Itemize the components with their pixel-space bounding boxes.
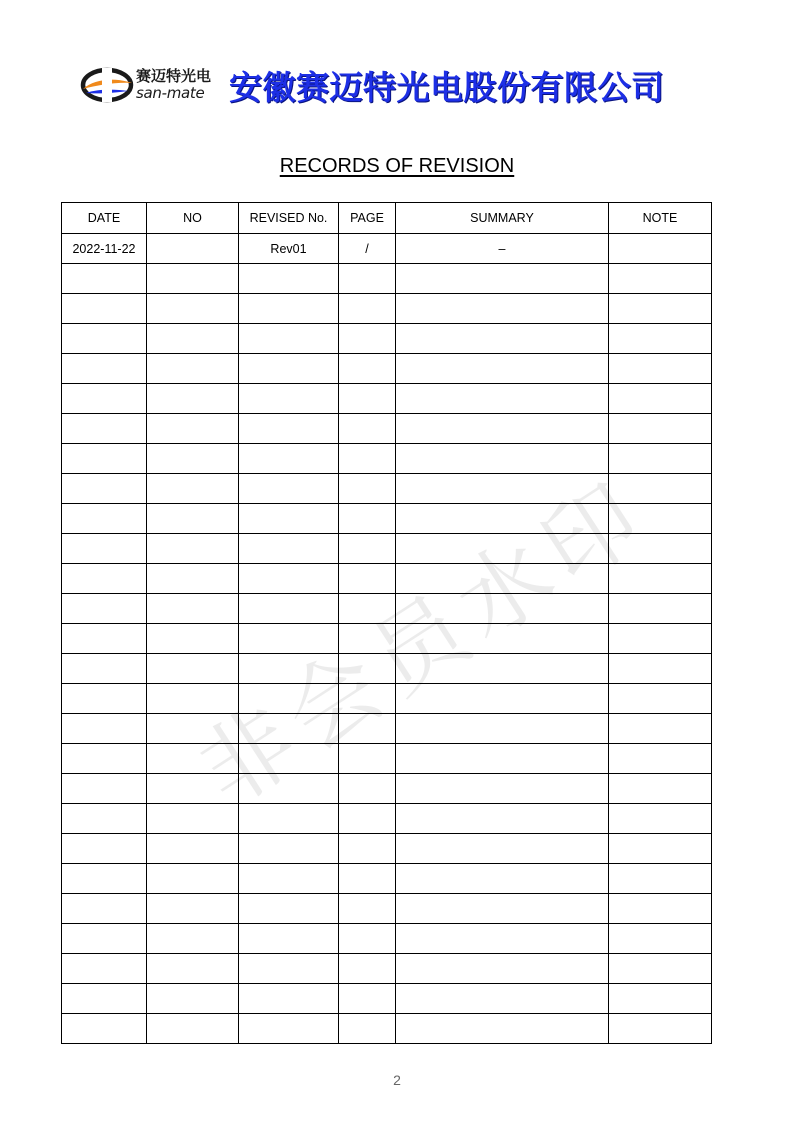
page-cell [339,894,396,924]
note-cell [609,534,712,564]
note-cell [609,294,712,324]
note-cell [609,384,712,414]
summary-cell [396,504,609,534]
table-row [62,264,712,294]
table-row [62,564,712,594]
company-logo [80,65,211,105]
note-cell [609,804,712,834]
revised-no-cell [239,774,339,804]
no-cell [147,414,239,444]
revised-no-cell [239,654,339,684]
no-cell [147,984,239,1014]
summary-cell [396,1014,609,1044]
revised-no-cell [239,714,339,744]
table-row [62,354,712,384]
date-cell [62,444,147,474]
date-cell [62,804,147,834]
summary-cell [396,714,609,744]
date-cell [62,954,147,984]
logo-text [136,69,211,101]
revised-no-cell [239,894,339,924]
note-cell [609,324,712,354]
date-cell [62,594,147,624]
revised-no-cell [239,594,339,624]
no-cell [147,624,239,654]
page-cell [339,504,396,534]
note-cell [609,594,712,624]
revised-no-cell [239,354,339,384]
note-cell [609,714,712,744]
table-row [62,924,712,954]
date-cell [62,624,147,654]
table-row [62,984,712,1014]
revision-table [61,202,712,1044]
table-row [62,324,712,354]
table-row [62,534,712,564]
table-row [62,444,712,474]
summary-cell [396,354,609,384]
no-cell [147,324,239,354]
no-cell [147,294,239,324]
table-row [62,504,712,534]
summary-cell [396,804,609,834]
date-cell [62,384,147,414]
summary-cell [396,264,609,294]
table-row [62,1014,712,1044]
table-row [62,684,712,714]
page-cell [339,594,396,624]
table-row [62,744,712,774]
table-row [62,414,712,444]
logo-chinese-name: 赛迈特光电 [136,67,212,85]
date-cell [62,354,147,384]
page-cell [339,954,396,984]
table-row [62,834,712,864]
column-header-revised-no: REVISED No. [239,203,339,234]
page-cell [339,804,396,834]
summary-cell [396,684,609,714]
note-cell [609,624,712,654]
company-name: 安徽赛迈特光电股份有限公司 [229,67,665,107]
summary-cell [396,894,609,924]
revised-no-cell [239,264,339,294]
date-cell [62,924,147,954]
summary-cell: – [396,234,609,264]
summary-cell [396,654,609,684]
revised-no-cell [239,534,339,564]
date-cell [62,294,147,324]
page-cell [339,414,396,444]
revised-no-cell [239,324,339,354]
note-cell [609,354,712,384]
page-cell [339,984,396,1014]
page-cell [339,834,396,864]
summary-cell [396,924,609,954]
no-cell [147,444,239,474]
page-header [80,62,665,108]
date-cell [62,984,147,1014]
date-cell [62,744,147,774]
summary-cell [396,444,609,474]
table-row [62,804,712,834]
no-cell [147,804,239,834]
no-cell [147,924,239,954]
column-header-date: DATE [62,203,147,234]
revised-no-cell [239,1014,339,1044]
table-row [62,384,712,414]
no-cell [147,264,239,294]
summary-cell [396,774,609,804]
page-cell [339,294,396,324]
no-cell [147,834,239,864]
table-row [62,774,712,804]
no-cell [147,504,239,534]
date-cell [62,834,147,864]
san-mate-swoosh-logo-icon [80,65,134,105]
page-cell [339,474,396,504]
column-header-note: NOTE [609,203,712,234]
note-cell [609,564,712,594]
page-cell [339,354,396,384]
document-title: RECORDS OF REVISION [279,155,515,177]
no-cell [147,384,239,414]
revised-no-cell [239,624,339,654]
page-cell [339,714,396,744]
date-cell [62,414,147,444]
summary-cell [396,744,609,774]
column-header-page: PAGE [339,203,396,234]
table-header-row [62,203,712,234]
summary-cell [396,984,609,1014]
table-row [62,954,712,984]
summary-cell [396,624,609,654]
table-row [62,474,712,504]
table-row [62,714,712,744]
summary-cell [396,564,609,594]
no-cell [147,654,239,684]
no-cell [147,564,239,594]
note-cell [609,774,712,804]
note-cell [609,894,712,924]
date-cell [62,264,147,294]
revised-no-cell [239,744,339,774]
page-cell [339,684,396,714]
date-cell [62,1014,147,1044]
revised-no-cell [239,924,339,954]
no-cell [147,954,239,984]
note-cell [609,444,712,474]
note-cell [609,1014,712,1044]
no-cell [147,774,239,804]
table-row [62,624,712,654]
no-cell [147,474,239,504]
watermark-text: 非会员水印 [180,458,667,827]
revised-no-cell [239,864,339,894]
date-cell [62,654,147,684]
summary-cell [396,594,609,624]
no-cell [147,534,239,564]
summary-cell [396,294,609,324]
note-cell [609,234,712,264]
revised-no-cell [239,564,339,594]
date-cell [62,684,147,714]
page-cell: / [339,234,396,264]
note-cell [609,954,712,984]
revised-no-cell [239,684,339,714]
column-header-no: NO [147,203,239,234]
table-row [62,234,712,264]
page-cell [339,924,396,954]
revised-no-cell [239,414,339,444]
note-cell [609,264,712,294]
summary-cell [396,414,609,444]
date-cell [62,474,147,504]
page-cell [339,324,396,354]
revised-no-cell [239,984,339,1014]
note-cell [609,744,712,774]
table-row [62,864,712,894]
revision-table-body [62,234,712,1044]
page-number: 2 [393,1072,401,1088]
revised-no-cell [239,384,339,414]
no-cell [147,894,239,924]
note-cell [609,474,712,504]
table-row [62,294,712,324]
summary-cell [396,324,609,354]
summary-cell [396,384,609,414]
date-cell [62,564,147,594]
page-cell [339,624,396,654]
revised-no-cell [239,294,339,324]
no-cell [147,354,239,384]
page-cell [339,1014,396,1044]
note-cell [609,984,712,1014]
date-cell [62,504,147,534]
note-cell [609,414,712,444]
date-cell [62,864,147,894]
logo-english-name: san-mate [136,84,205,102]
summary-cell [396,864,609,894]
date-cell [62,324,147,354]
page-cell [339,384,396,414]
column-header-summary: SUMMARY [396,203,609,234]
revised-no-cell [239,444,339,474]
table-row [62,594,712,624]
page-cell [339,774,396,804]
note-cell [609,684,712,714]
revised-no-cell: Rev01 [239,234,339,264]
note-cell [609,654,712,684]
no-cell [147,714,239,744]
page-cell [339,654,396,684]
no-cell [147,1014,239,1044]
no-cell [147,744,239,774]
summary-cell [396,834,609,864]
revised-no-cell [239,474,339,504]
page-cell [339,534,396,564]
no-cell [147,684,239,714]
date-cell [62,714,147,744]
date-cell [62,894,147,924]
revised-no-cell [239,804,339,834]
note-cell [609,504,712,534]
table-row [62,894,712,924]
page-cell [339,744,396,774]
summary-cell [396,954,609,984]
page-cell [339,444,396,474]
note-cell [609,924,712,954]
note-cell [609,834,712,864]
page-cell [339,564,396,594]
date-cell: 2022-11-22 [62,234,147,264]
revised-no-cell [239,954,339,984]
no-cell [147,864,239,894]
table-row [62,654,712,684]
no-cell [147,594,239,624]
revised-no-cell [239,834,339,864]
page-cell [339,264,396,294]
revised-no-cell [239,504,339,534]
page-cell [339,864,396,894]
date-cell [62,774,147,804]
summary-cell [396,534,609,564]
note-cell [609,864,712,894]
date-cell [62,534,147,564]
summary-cell [396,474,609,504]
no-cell [147,234,239,264]
